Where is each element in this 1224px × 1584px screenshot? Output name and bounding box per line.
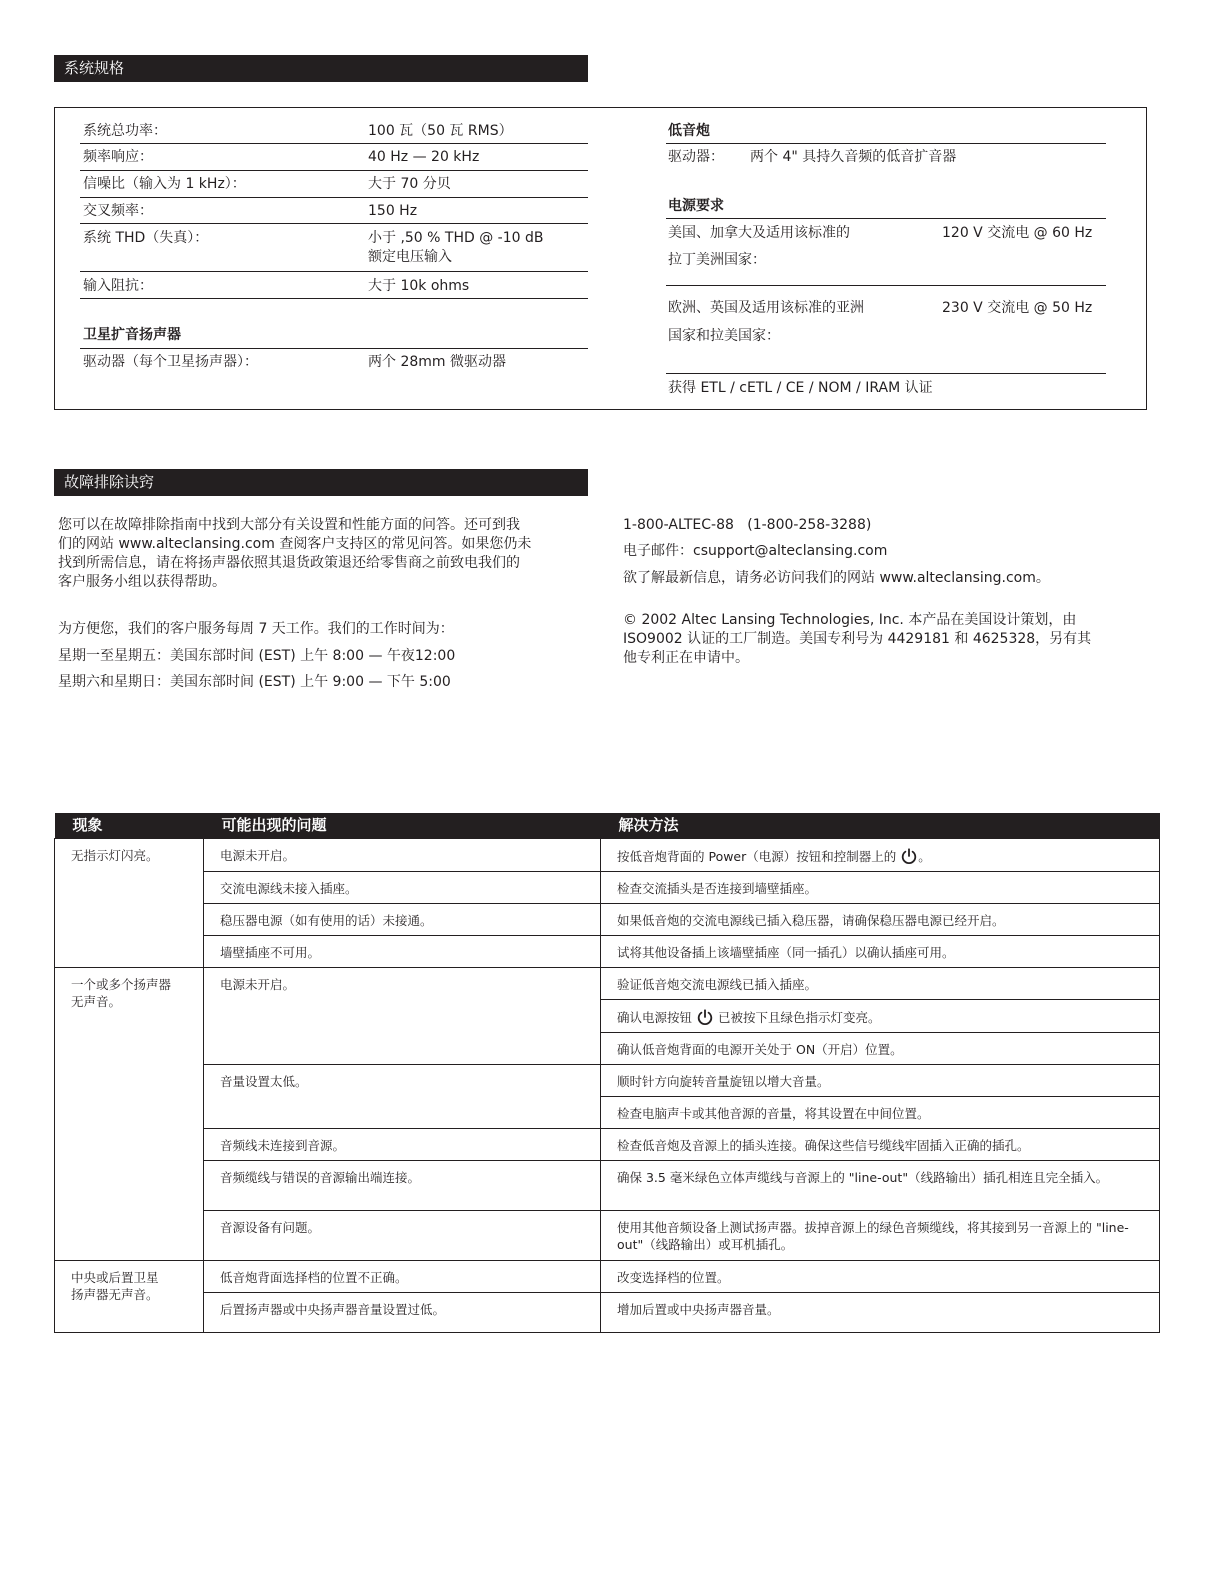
table-row [55,936,1160,968]
power-title: 电源要求 [668,198,724,214]
table-row [55,1161,1160,1211]
problem-cell: 交流电源线未接入插座。 [204,872,601,904]
solution-text: 确认电源按钮 [617,1010,696,1025]
spec-value: 小于 ,50 % THD @ -10 dB [368,230,544,246]
problem-cell: 低音炮背面选择档的位置不正确。 [204,1261,601,1293]
problem-cell: 电源未开启。 [204,839,601,872]
solution-cell: 检查电脑声卡或其他音源的音量，将其设置在中间位置。 [601,1097,1160,1129]
solution-cell: 试将其他设备插上该墙壁插座（同一插孔）以确认插座可用。 [601,936,1160,968]
problem-cell: 音频缆线与错误的音源输出端连接。 [204,1161,601,1211]
spec-label: 系统总功率： [83,123,167,139]
symptom-cell: 一个或多个扬声器 无声音。 [55,968,204,1261]
divider [80,143,588,144]
solution-cell: 检查交流插头是否连接到墙壁插座。 [601,872,1160,904]
power-region-cont: 国家和拉美国家： [668,328,780,344]
spec-label: 交叉频率： [83,203,153,219]
power-region: 美国、加拿大及适用该标准的 [668,225,850,241]
specs-header: 系统规格 [54,55,588,82]
power-value: 230 V 交流电 @ 50 Hz [942,300,1093,316]
copyright-line: 他专利正在申请中。 [623,650,749,666]
power-region: 欧洲、英国及适用该标准的亚洲 [668,300,864,316]
copyright-line: ISO9002 认证的工厂制造。美国专利号为 4429181 和 4625328，另有其 [623,631,1092,647]
problem-cell: 后置扬声器或中央扬声器音量设置过低。 [204,1293,601,1333]
solution-cell: 确认低音炮背面的电源开关处于 ON（开启）位置。 [601,1033,1160,1065]
tips-paragraph-line: 您可以在故障排除指南中找到大部分有关设置和性能方面的问答。还可到我 [58,517,520,533]
problem-cell: 音量设置太低。 [204,1065,601,1129]
spec-value: 两个 4" 具持久音频的低音扩音器 [750,149,957,165]
spec-value: 40 Hz — 20 kHz [368,149,480,165]
tips-paragraph-line: 找到所需信息，请在将扬声器依照其退货政策退还给零售商之前致电我们的 [58,555,520,571]
table-row [55,839,1160,872]
table-row [55,1129,1160,1161]
column-header: 解决方法 [601,813,1160,839]
table-row [55,968,1160,1000]
table-row [55,872,1160,904]
subwoofer-title: 低音炮 [668,123,710,139]
solution-cell: 改变选择档的位置。 [601,1261,1160,1293]
spec-value: 100 瓦（50 瓦 RMS） [368,123,513,139]
solution-cell: 如果低音炮的交流电源线已插入稳压器，请确保稳压器电源已经开启。 [601,904,1160,936]
spec-value: 150 Hz [368,203,418,219]
power-region-cont: 拉丁美洲国家： [668,252,766,268]
divider [666,373,1106,374]
power-icon [696,1008,714,1026]
spec-label: 系统 THD（失真）： [83,230,209,246]
solution-text: 已被按下且绿色指示灯变亮。 [713,1010,881,1025]
table-row [55,1293,1160,1333]
table-row [55,1261,1160,1293]
support-email: 电子邮件：csupport@alteclansing.com [623,543,888,559]
symptom-cell: 中央或后置卫星 扬声器无声音。 [55,1261,204,1333]
solution-cell: 增加后置或中央扬声器音量。 [601,1293,1160,1333]
copyright-line: © 2002 Altec Lansing Technologies, Inc. 本产品在美国设计策划，由 [623,612,1077,628]
solution-cell: 顺时针方向旋转音量旋钮以增大音量。 [601,1065,1160,1097]
divider [80,348,588,349]
spec-value: 大于 10k ohms [368,278,470,294]
spec-label: 驱动器（每个卫星扬声器）： [83,354,258,370]
power-value: 120 V 交流电 @ 60 Hz [942,225,1093,241]
divider [80,271,588,272]
troubleshooting-table [54,813,1160,1333]
spec-value: 大于 70 分贝 [368,176,451,192]
solution-text: 按低音炮背面的 Power（电源）按钮和控制器上的 [617,849,901,864]
divider [666,143,1106,144]
tips-header: 故障排除诀窍 [54,469,588,496]
solution-cell: 验证低音炮交流电源线已插入插座。 [601,968,1160,1000]
symptom-cell: 无指示灯闪亮。 [55,839,204,968]
website-note: 欲了解最新信息，请务必访问我们的网站 www.alteclansing.com。 [623,570,1050,586]
table-row [55,904,1160,936]
problem-cell: 音频线未连接到音源。 [204,1129,601,1161]
satellite-title: 卫星扩音扬声器 [83,327,181,343]
hours-intro: 为方便您，我们的客户服务每周 7 天工作。我们的工作时间为： [58,621,454,637]
tips-paragraph-line: 们的网站 www.alteclansing.com 查阅客户支持区的常见问答。如果您仍未 [58,536,532,552]
spec-label: 频率响应： [83,149,153,165]
table-row [55,1211,1160,1261]
spec-label: 输入阻抗： [83,278,153,294]
spec-label: 驱动器： [668,149,724,165]
column-header: 现象 [55,813,204,839]
divider [666,218,1106,219]
column-header: 可能出现的问题 [204,813,601,839]
solution-cell: 确保 3.5 毫米绿色立体声缆线与音源上的 "line-out"（线路输出）插孔相连且完全插入。 [601,1161,1160,1211]
solution-cell [601,1000,1160,1033]
phone-number: 1-800-ALTEC-88 (1-800-258-3288) [623,517,872,533]
hours-weekday: 星期一至星期五：美国东部时间 (EST) 上午 8:00 — 午夜12:00 [58,648,456,664]
spec-label: 信噪比（输入为 1 kHz）： [83,176,246,192]
solution-text: 。 [918,849,931,864]
tips-paragraph-line: 客户服务小组以获得帮助。 [58,574,226,590]
solution-cell: 使用其他音频设备上测试扬声器。拔掉音源上的绿色音频缆线，将其接到另一音源上的 "line-out"（线路输出）或耳机插孔。 [601,1211,1160,1261]
divider [80,170,588,171]
divider [80,223,588,224]
hours-weekend: 星期六和星期日：美国东部时间 (EST) 上午 9:00 — 下午 5:00 [58,674,451,690]
table-body [55,839,1160,1333]
table-header-row [55,813,1160,839]
divider [80,197,588,198]
divider [666,285,1106,286]
certification: 获得 ETL / cETL / CE / NOM / IRAM 认证 [668,380,933,396]
divider [80,298,588,299]
problem-cell: 稳压器电源（如有使用的话）未接通。 [204,904,601,936]
problem-cell: 墙壁插座不可用。 [204,936,601,968]
power-icon [900,847,918,865]
table-row [55,1065,1160,1097]
problem-cell: 电源未开启。 [204,968,601,1065]
spec-value-cont: 额定电压输入 [368,249,452,265]
spec-value: 两个 28mm 微驱动器 [368,354,506,370]
problem-cell: 音源设备有问题。 [204,1211,601,1261]
solution-cell: 检查低音炮及音源上的插头连接。确保这些信号缆线牢固插入正确的插孔。 [601,1129,1160,1161]
solution-cell [601,839,1160,872]
